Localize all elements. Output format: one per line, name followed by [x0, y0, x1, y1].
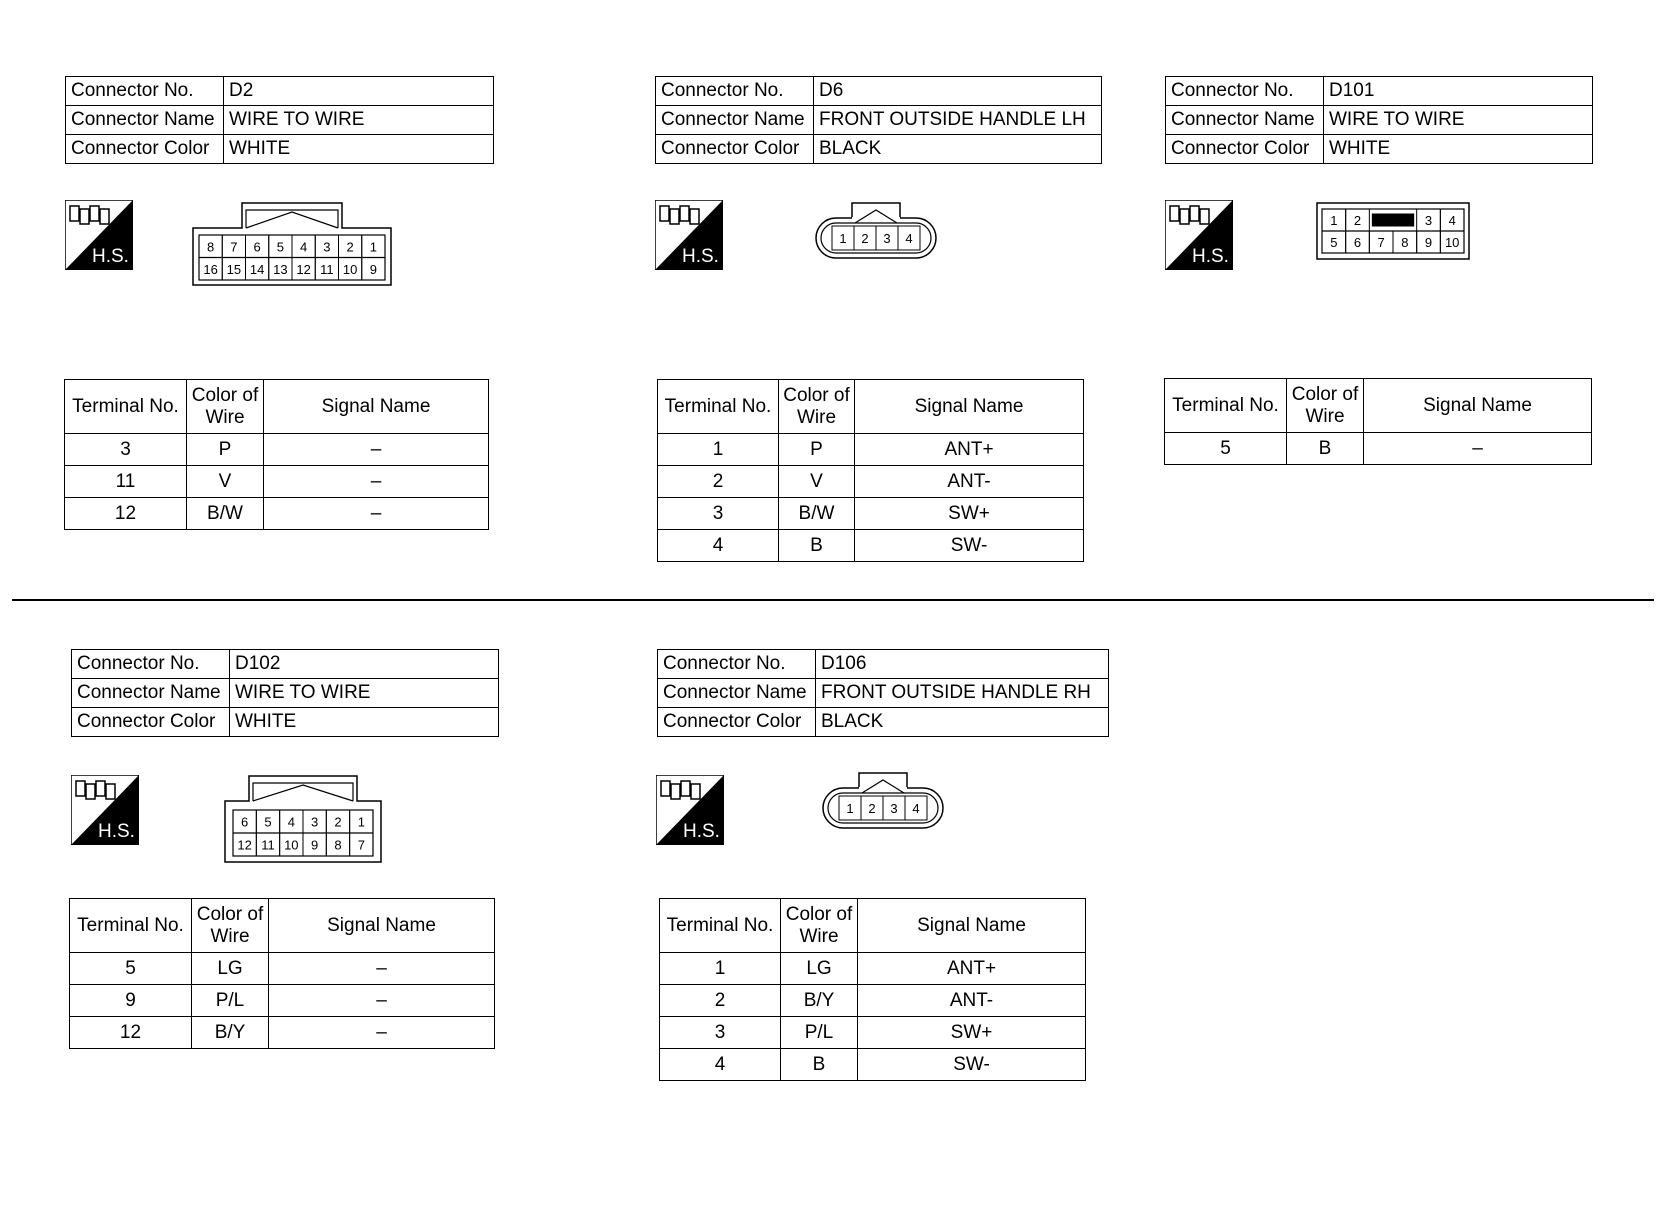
connector-color-value: BLACK — [816, 708, 1109, 737]
terminal-no: 12 — [70, 1017, 192, 1049]
signal-name: ANT- — [858, 985, 1086, 1017]
pin-number: 8 — [334, 837, 342, 853]
terminal-no: 4 — [658, 530, 779, 562]
signal-name: – — [1364, 433, 1592, 465]
wire-color: LG — [781, 953, 858, 985]
wire-color-header-line2: Wire — [796, 406, 837, 428]
hs-label: H.S. — [683, 821, 720, 842]
pin-number: 4 — [300, 239, 308, 255]
terminal-no-header: Terminal No. — [65, 380, 187, 434]
connector-no-value: D101 — [1324, 77, 1593, 106]
signal-name: – — [269, 985, 495, 1017]
signal-name: SW- — [858, 1049, 1086, 1081]
terminal-table-d102 — [69, 898, 495, 1049]
connector-no-row — [656, 77, 1102, 106]
pin-number: 16 — [203, 261, 218, 277]
signal-name-header: Signal Name — [264, 380, 489, 434]
pin-number: 6 — [253, 239, 261, 255]
pin-number: 10 — [284, 837, 299, 853]
connector-color-row — [1166, 135, 1593, 164]
pin-number: 2 — [868, 801, 876, 816]
connector-name-label: Connector Name — [656, 106, 814, 135]
connector-diagram-d6 — [815, 202, 937, 260]
signal-name-header: Signal Name — [855, 380, 1084, 434]
connector-no-value: D102 — [230, 650, 499, 679]
pin-number: 3 — [323, 239, 331, 255]
pin-number: 1 — [1330, 213, 1338, 228]
signal-name: ANT+ — [855, 434, 1084, 466]
terminal-header-row — [658, 380, 1084, 434]
terminal-no-header: Terminal No. — [660, 899, 781, 953]
table-row — [658, 434, 1084, 466]
hs-connector-icon — [1165, 200, 1233, 270]
table-row — [660, 953, 1086, 985]
pin-number: 10 — [342, 261, 358, 277]
signal-name: – — [264, 466, 489, 498]
terminal-no: 12 — [65, 498, 187, 530]
wire-color: B/Y — [781, 985, 858, 1017]
connector-diagram-d106 — [822, 772, 944, 830]
table-row — [1165, 433, 1592, 465]
pin-number: 14 — [249, 261, 265, 277]
hs-connector-icon — [71, 775, 139, 845]
connector-info-d101 — [1165, 76, 1593, 164]
terminal-header-row — [70, 899, 495, 953]
connector-color-row — [658, 708, 1109, 737]
pin-number: 11 — [261, 837, 275, 853]
pin-number: 1 — [369, 239, 377, 255]
terminal-no: 2 — [658, 466, 779, 498]
terminal-no: 1 — [658, 434, 779, 466]
pin-number: 5 — [264, 814, 272, 830]
wire-color: V — [187, 466, 264, 498]
table-row — [658, 530, 1084, 562]
terminal-no-header: Terminal No. — [658, 380, 779, 434]
terminal-no-header: Terminal No. — [1165, 379, 1287, 433]
pin-number: 7 — [1377, 235, 1385, 250]
wire-color-header-line2: Wire — [205, 406, 245, 428]
connector-name-label: Connector Name — [72, 679, 230, 708]
signal-name: – — [269, 1017, 495, 1049]
signal-name-header: Signal Name — [269, 899, 495, 953]
table-row — [70, 953, 495, 985]
connector-no-row — [72, 650, 499, 679]
wire-color: B — [781, 1049, 858, 1081]
terminal-no: 11 — [65, 466, 187, 498]
table-row — [658, 466, 1084, 498]
hs-label: H.S. — [682, 246, 719, 267]
connector-no-label: Connector No. — [658, 650, 816, 679]
connector-no-value: D106 — [816, 650, 1109, 679]
pin-number: 9 — [1424, 235, 1433, 250]
connector-no-value: D2 — [224, 77, 494, 106]
pin-number: 9 — [311, 837, 319, 853]
connector-color-label: Connector Color — [1166, 135, 1324, 164]
pin-number: 2 — [1353, 213, 1362, 228]
signal-name: – — [264, 498, 489, 530]
connector-color-value: WHITE — [230, 708, 499, 737]
table-row — [658, 498, 1084, 530]
pin-number: 6 — [241, 814, 249, 830]
pin-number: 10 — [1444, 235, 1460, 250]
pin-number: 3 — [311, 814, 319, 830]
wire-color-header-line1: Color of — [191, 384, 259, 406]
terminal-no: 5 — [70, 953, 192, 985]
wire-color-header-line1: Color of — [783, 384, 850, 406]
wire-color-header-line1: Color of — [1291, 383, 1359, 405]
wire-color-header — [192, 899, 269, 953]
connector-name-value: FRONT OUTSIDE HANDLE RH — [816, 679, 1109, 708]
terminal-no: 3 — [65, 434, 187, 466]
connector-name-label: Connector Name — [1166, 106, 1324, 135]
pin-number: 2 — [861, 231, 869, 246]
wire-color: B/W — [779, 498, 855, 530]
wire-color: B — [779, 530, 855, 562]
terminal-header-row — [660, 899, 1086, 953]
terminal-table-d101 — [1164, 378, 1592, 465]
terminal-table-d2 — [64, 379, 489, 530]
connector-name-row — [66, 106, 494, 135]
wire-color-header — [187, 380, 264, 434]
hs-connector-icon — [655, 200, 723, 270]
wire-color-header — [779, 380, 855, 434]
table-row — [660, 1017, 1086, 1049]
table-row — [70, 985, 495, 1017]
pin-number: 12 — [296, 261, 311, 277]
pin-number: 2 — [346, 239, 354, 255]
connector-name-value: WIRE TO WIRE — [1324, 106, 1593, 135]
table-row — [65, 498, 489, 530]
connector-info-d102 — [71, 649, 499, 737]
hs-label: H.S. — [92, 246, 129, 267]
pin-number: 5 — [1330, 235, 1338, 250]
connector-no-value: D6 — [814, 77, 1102, 106]
connector-no-label: Connector No. — [656, 77, 814, 106]
pin-number: 1 — [839, 231, 847, 246]
wire-color: P/L — [192, 985, 269, 1017]
blocked-pin-cavity — [1372, 214, 1413, 226]
terminal-table-d106 — [659, 898, 1086, 1081]
pin-number: 5 — [276, 239, 284, 255]
signal-name-header: Signal Name — [1364, 379, 1592, 433]
pin-number: 1 — [357, 814, 365, 830]
pin-number: 2 — [334, 814, 342, 830]
terminal-no: 9 — [70, 985, 192, 1017]
terminal-no-header: Terminal No. — [70, 899, 192, 953]
pin-number: 4 — [287, 814, 295, 830]
connector-info-d106 — [657, 649, 1109, 737]
signal-name: SW+ — [858, 1017, 1086, 1049]
connector-name-label: Connector Name — [66, 106, 224, 135]
connector-no-row — [658, 650, 1109, 679]
wire-color: P — [187, 434, 264, 466]
connector-name-row — [656, 106, 1102, 135]
pin-number: 4 — [1448, 213, 1456, 228]
connector-diagram-d102 — [224, 775, 382, 863]
terminal-no: 4 — [660, 1049, 781, 1081]
connector-name-label: Connector Name — [658, 679, 816, 708]
hs-connector-icon — [65, 200, 133, 270]
pin-number: 4 — [912, 801, 920, 816]
connector-no-label: Connector No. — [72, 650, 230, 679]
connector-no-row — [66, 77, 494, 106]
terminal-no: 3 — [658, 498, 779, 530]
wire-color-header-line1: Color of — [196, 903, 264, 925]
wire-color-header-line1: Color of — [785, 903, 853, 925]
pin-number: 7 — [357, 837, 365, 853]
hs-label: H.S. — [1192, 246, 1229, 267]
connector-name-value: WIRE TO WIRE — [230, 679, 499, 708]
signal-name: SW- — [855, 530, 1084, 562]
terminal-table-d6 — [657, 379, 1084, 562]
section-divider — [12, 599, 1654, 601]
wire-color: P/L — [781, 1017, 858, 1049]
signal-name: – — [269, 953, 495, 985]
signal-name: – — [264, 434, 489, 466]
connector-info-d2 — [65, 76, 494, 164]
connector-color-row — [72, 708, 499, 737]
connector-color-label: Connector Color — [658, 708, 816, 737]
connector-color-row — [66, 135, 494, 164]
table-row — [70, 1017, 495, 1049]
pin-number: 13 — [273, 261, 288, 277]
pin-number: 15 — [226, 261, 242, 277]
table-row — [660, 1049, 1086, 1081]
wire-color: B — [1287, 433, 1364, 465]
connector-no-label: Connector No. — [1166, 77, 1324, 106]
connector-diagram-d101 — [1316, 202, 1470, 262]
wire-color: P — [779, 434, 855, 466]
pin-number: 6 — [1353, 235, 1362, 250]
wire-color: V — [779, 466, 855, 498]
hs-connector-icon — [656, 775, 724, 845]
wire-color-header-line2: Wire — [799, 925, 839, 947]
hs-label: H.S. — [98, 821, 135, 842]
pin-number: 1 — [846, 801, 854, 816]
terminal-no: 1 — [660, 953, 781, 985]
table-row — [660, 985, 1086, 1017]
signal-name-header: Signal Name — [858, 899, 1086, 953]
connector-color-value: BLACK — [814, 135, 1102, 164]
pin-number: 4 — [905, 231, 913, 246]
wire-color: LG — [192, 953, 269, 985]
connector-color-row — [656, 135, 1102, 164]
pin-number: 12 — [237, 837, 252, 853]
connector-color-value: WHITE — [1324, 135, 1593, 164]
wire-color: B/W — [187, 498, 264, 530]
pin-number: 8 — [1401, 235, 1409, 250]
connector-color-label: Connector Color — [656, 135, 814, 164]
wire-color: B/Y — [192, 1017, 269, 1049]
pin-number: 11 — [320, 261, 334, 277]
wire-color-header-line2: Wire — [210, 925, 250, 947]
table-row — [65, 434, 489, 466]
connector-name-row — [1166, 106, 1593, 135]
connector-diagram-d2 — [192, 202, 392, 286]
terminal-header-row — [65, 380, 489, 434]
connector-color-label: Connector Color — [66, 135, 224, 164]
pin-number: 8 — [207, 239, 215, 255]
pin-number: 3 — [883, 231, 891, 246]
wire-color-header-line2: Wire — [1305, 405, 1345, 427]
table-row — [65, 466, 489, 498]
connector-color-label: Connector Color — [72, 708, 230, 737]
connector-no-label: Connector No. — [66, 77, 224, 106]
pin-number: 3 — [890, 801, 898, 816]
connector-name-value: WIRE TO WIRE — [224, 106, 494, 135]
signal-name: ANT+ — [858, 953, 1086, 985]
signal-name: SW+ — [855, 498, 1084, 530]
connector-info-d6 — [655, 76, 1102, 164]
terminal-header-row — [1165, 379, 1592, 433]
terminal-no: 5 — [1165, 433, 1287, 465]
connector-name-row — [658, 679, 1109, 708]
terminal-no: 3 — [660, 1017, 781, 1049]
signal-name: ANT- — [855, 466, 1084, 498]
pin-number: 3 — [1424, 213, 1433, 228]
connector-no-row — [1166, 77, 1593, 106]
connector-color-value: WHITE — [224, 135, 494, 164]
pin-number: 9 — [369, 261, 377, 277]
connector-name-row — [72, 679, 499, 708]
pin-number: 7 — [230, 239, 238, 255]
terminal-no: 2 — [660, 985, 781, 1017]
connector-name-value: FRONT OUTSIDE HANDLE LH — [814, 106, 1102, 135]
wire-color-header — [1287, 379, 1364, 433]
wire-color-header — [781, 899, 858, 953]
